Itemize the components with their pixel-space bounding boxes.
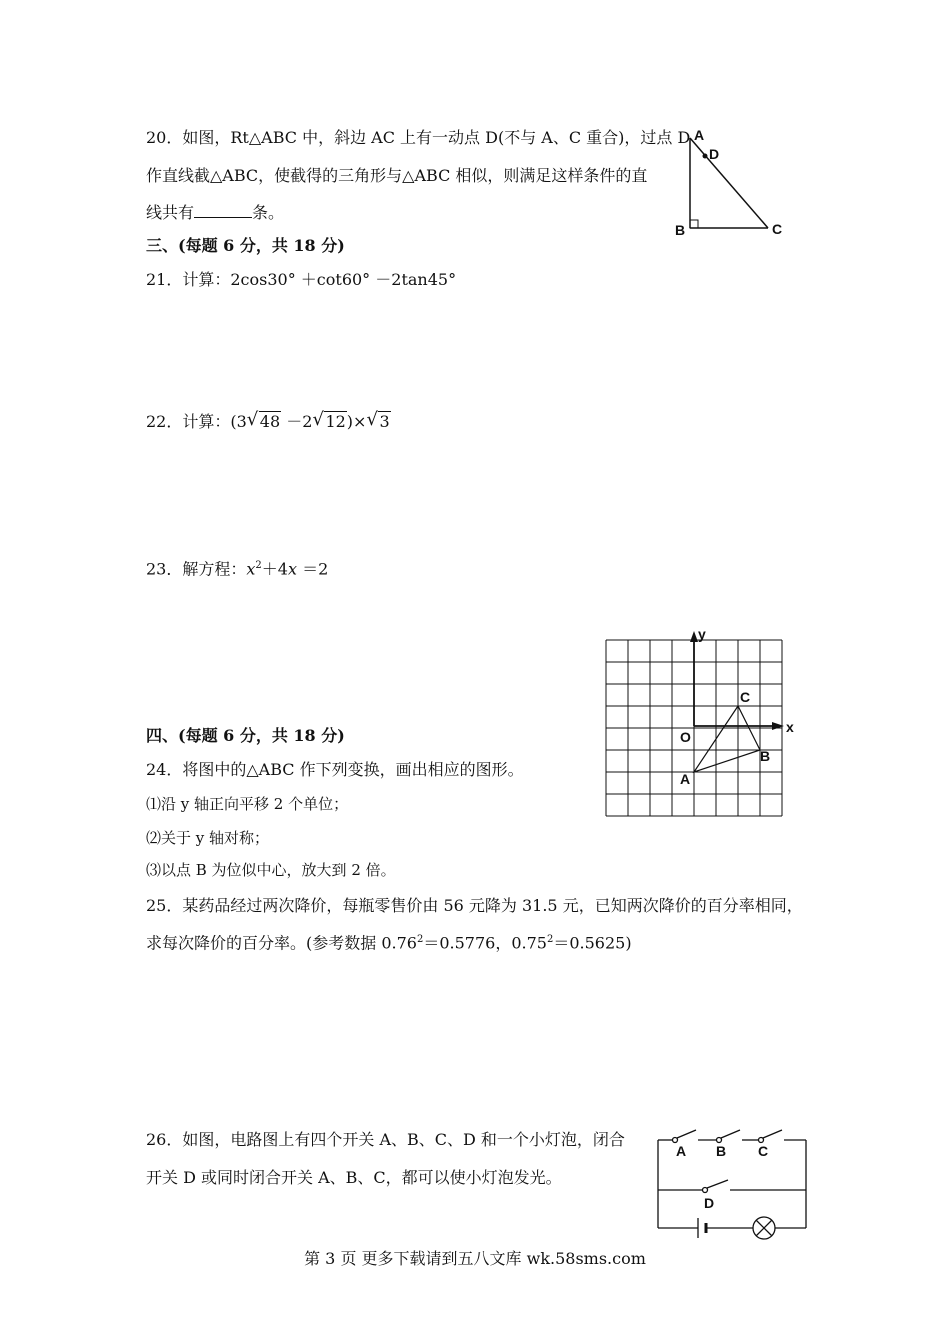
q26-line2: 开关 D 或同时闭合开关 A、B、C，都可以使小灯泡发光。: [146, 1168, 562, 1187]
q22-sqrt-3: √ 3: [366, 409, 390, 431]
q25-line2-c: ＝0.5625): [553, 933, 632, 953]
q22-expression: [146, 409, 391, 432]
q22-radicand-1: 48: [259, 412, 281, 431]
grid-label-b: B: [760, 748, 771, 764]
q24-text: 24．将图中的△ABC 作下列变换，画出相应的图形。: [146, 760, 524, 779]
q22-sqrt-12: √ 12: [312, 409, 346, 431]
q23-rhs: ＝2: [297, 559, 329, 579]
q25-line1: 25．某药品经过两次降价，每瓶零售价由 56 元降为 31.5 元，已知两次降价的百分率相同，: [146, 896, 803, 915]
q22-radicand-3: 3: [379, 412, 390, 431]
q23-plus: ＋4: [261, 559, 288, 579]
section4-title: 四、(每题 6 分，共 18 分): [146, 726, 345, 745]
circuit-label-d: D: [704, 1195, 715, 1211]
q20-line3-suffix: 条。: [252, 203, 285, 222]
q20-line1: 20．如图，Rt△ABC 中，斜边 AC 上有一动点 D(不与 A、C 重合)，过点 D: [146, 128, 691, 147]
circuit-label-b: B: [716, 1143, 727, 1159]
q20-line3-prefix: 线共有: [146, 203, 195, 222]
grid-label-c: C: [740, 689, 751, 705]
q23-prefix: 23．解方程：: [146, 559, 247, 579]
q23-equation: [146, 556, 328, 579]
q26-circuit-figure: [650, 1122, 810, 1244]
grid-origin-label: O: [680, 729, 691, 745]
q20-label-a: A: [694, 127, 705, 143]
q20-label-b: B: [675, 222, 686, 238]
q22-close: )×: [346, 412, 367, 431]
section3-title: 三、(每题 6 分，共 18 分): [146, 236, 345, 255]
grid-x-label: x: [786, 719, 794, 735]
page-footer: 第 3 页 更多下载请到五八文库 wk.58sms.com: [304, 1249, 646, 1268]
q25-exp1: 2: [416, 934, 424, 945]
q22-radicand-2: 12: [325, 412, 346, 431]
q22-sqrt-48: √ 48: [246, 409, 281, 431]
q20-answer-blank[interactable]: [194, 203, 252, 218]
grid-label-a: A: [680, 771, 691, 787]
q25-line2-b: ＝0.5776，0.75: [423, 933, 547, 953]
q20-label-d: D: [709, 146, 720, 162]
q22-mid: －2: [281, 412, 313, 431]
q23-var2: x: [287, 559, 297, 579]
q20-line3: [146, 203, 284, 223]
circuit-label-a: A: [676, 1143, 687, 1159]
q25-line2-a: 求每次降价的百分率。(参考数据 0.76: [146, 933, 417, 953]
grid-y-label: y: [698, 626, 706, 642]
q25-line2: [146, 930, 632, 953]
q20-label-c: C: [772, 221, 783, 237]
q20-triangle-figure: [672, 124, 792, 244]
q26-line1: 26．如图，电路图上有四个开关 A、B、C、D 和一个小灯泡，闭合: [146, 1130, 625, 1149]
circuit-label-c: C: [758, 1143, 769, 1159]
q24-grid-figure: [600, 626, 810, 822]
q23-var1: x: [246, 559, 256, 579]
q24-sub2: ⑵关于 y 轴对称；: [146, 829, 270, 847]
q24-sub1: ⑴沿 y 轴正向平移 2 个单位；: [146, 795, 349, 813]
q20-line2: 作直线截△ABC，使截得的三角形与△ABC 相似，则满足这样条件的直: [146, 166, 648, 185]
q24-sub3: ⑶以点 B 为位似中心，放大到 2 倍。: [146, 861, 396, 879]
q21-text: 21．计算：2cos30° ＋cot60° －2tan45°: [146, 270, 457, 289]
q22-prefix: 22．计算：(3: [146, 412, 247, 431]
q25-exp2: 2: [546, 934, 554, 945]
q23-exponent: 2: [255, 560, 262, 571]
